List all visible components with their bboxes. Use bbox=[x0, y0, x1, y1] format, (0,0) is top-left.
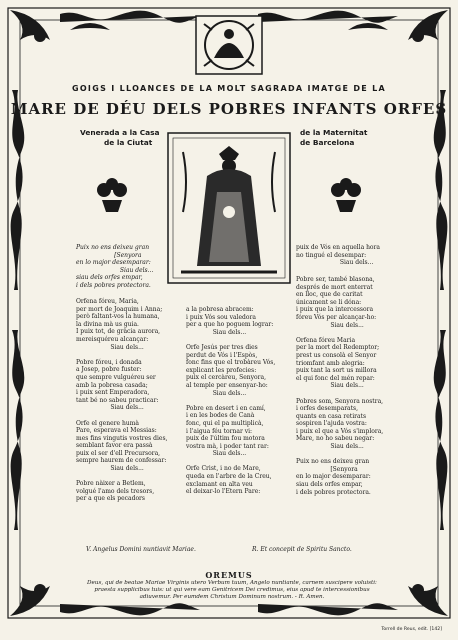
subtitle-right-2: de Barcelona bbox=[300, 138, 355, 147]
right-vase-ornament bbox=[326, 178, 366, 214]
top-emblem-image bbox=[194, 14, 264, 76]
versicle: V. Angelus Domini nuntiavit Mariae. bbox=[86, 546, 196, 553]
verse-intro-left: Puix no ens deixeu gran [Senyora en lo major desemparar: Siau dels... siau dels orfes empar, i dels pobres protectora. bbox=[76, 244, 154, 289]
title-small: GOIGS I LLOANCES DE LA MOLT SAGRADA IMATGE DE LA bbox=[71, 84, 387, 93]
verse-column-left: Orfena fóreu, Maria, per mort de Joaquim i Anna; però faltant-vos la humana, la divina mà us guia. I puix tot, de gràcia aurora, mereisquéreu alcançar: Siau dels... Pobre fóreu, i donada a Josep, pobre fuster: que sempre vulguéreu ser amb la pobresa casada; i puix sent Emperadora, tant bé no sabeu practicar: Siau dels... Orfe el genere humà Pare, esperava el Messias: mes fins vingutis vostres dies, semblant favor era passà puix el ser d'ell Precursora, sempre haurem de confessar: Siau dels... Pobre nàixer a Betlem, volgué l'amo dels tresors, per a que els pecadors bbox=[76, 298, 168, 503]
subtitle-left-1: Venerada a la Casa bbox=[80, 128, 160, 137]
left-vase-ornament bbox=[92, 178, 132, 214]
subtitle-right-1: de la Maternitat bbox=[300, 128, 368, 137]
oremus-prayer: Deus, qui de beatae Mariae Virginis utero Verbum tuum, Angelo nuntiante, carnem suscipere voluisti: praesta supplicibus tuis: ut qui vere eam Genitricem Dei credimus, eius apud te intercessionibus adiuvemur. Per eumdem Christum Dominum nostrum. - R. Amen. bbox=[87, 580, 377, 600]
virgin-engraving-image bbox=[167, 132, 291, 284]
verse-column-right: Pobre ser, també blasona, després de mort enterrat en lloc, que de caritat únicament se li dóna: i puix que la intercessora fóreu Vós per alcançar-ho: Siau dels... Orfena fóreu Maria per la mort del Redemptor; prest us consolà el Senyor triomfant amb alegria: puix tant la sort us millora el qui fonc del mén repar: Siau dels... Pobres som, Senyora nostra, i orfes desemparats, quants en casa retirats sospiren l'ajuda vostra: i puix el que a Vós s'implora, Mare, no ho sabeu negar: Siau dels... Puix no ens deixeu gran [Senyora en lo major desemparar: siau dels orfes empar, i dels pobres protectora. bbox=[296, 276, 384, 496]
verse-column-middle: a la pobresa abracem: i puix Vós sou valedora per a que ho poguem lograr: Siau dels... Orfe Jesús per tres dies perdut de Vós i l'Espòs, fonc fins que el trobàreu Vós, explicant les profecies: puix el cercàreu, Senyora, al temple per ensenyar-ho: Siau dels... Pobre en desert i en camí, i en les bodes de Canà fonc, qui el pa multiplicà, i l'aigua féu tornar vi: puix de l'últim fou motora vostra mà, i poder tant rar: Siau dels... Orfe Crist, i no de Mare, queda en l'arbre de la Creu, exclamant en alta veu el deixar-lo l'Etern Pare: bbox=[186, 306, 276, 496]
verse-intro-right: puix de Vós en aquella hora no tingué el desempar: Siau dels... bbox=[296, 244, 380, 267]
subtitle-left-2: de la Ciutat bbox=[104, 138, 153, 147]
printer-credit: Torrell de Reus, edit. [142] bbox=[381, 627, 442, 632]
oremus-heading: OREMUS bbox=[205, 570, 253, 580]
response: R. Et concepit de Spiritu Sancto. bbox=[252, 546, 352, 553]
title-main: MARE DE DÉU DELS POBRES INFANTS ORFES bbox=[10, 100, 448, 118]
